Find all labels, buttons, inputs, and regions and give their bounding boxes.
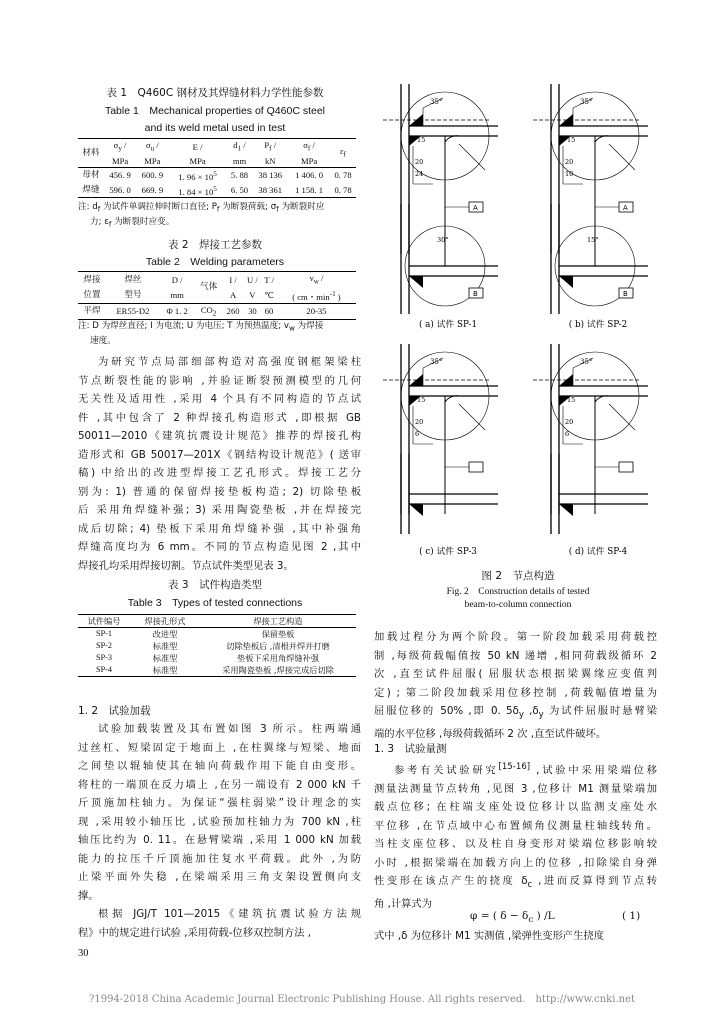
- text-line: 参考有关试验研究[15-16] ,试验中采用梁端位移: [394, 762, 657, 777]
- table1-caption-en-2: and its weld metal used in test: [144, 122, 286, 134]
- text-line: 轴压比约为 0. 11。在悬臂梁端 ,采用 1 000 kN 加载: [78, 834, 361, 846]
- table1-caption-en: Table 1 Mechanical properties of Q460C steel: [104, 105, 326, 117]
- figure-2b-detail-bottom: [551, 204, 648, 314]
- text-line: 加载过程分为两个阶段。第一阶段加载采用荷载控: [374, 631, 657, 643]
- table1-note: 注: $d_f$ 为试件单调拉伸时断口直径; $P_f$ 为断裂荷载; $\sigma_f$ 为断裂时应 力; $\varepsilon_f$ 为断裂时应变。: [78, 202, 325, 229]
- text-line: 屈服位移的 50% ,即 0. $5\delta_y$ $,\delta_y$ 为试件屈服时悬臂梁: [374, 705, 657, 721]
- text-line: 过丝杠、短梁固定于地面上 ,在柱翼缘与短梁、地面: [78, 741, 361, 754]
- text-line: 小时 ,根据梁端在加载方向上的位移 ,扣除梁自身弹: [374, 856, 657, 869]
- svg-text:20: 20: [565, 418, 574, 426]
- section-1-2-title: 1. 2 试验加载: [78, 705, 151, 717]
- svg-text:15: 15: [567, 136, 576, 144]
- figure-2a-detail-top: [383, 84, 498, 254]
- text-line: 平位移 ,在节点域中心布置倾角仪测量柱轴线转角。: [374, 819, 657, 832]
- table1-u-5: MPa: [300, 155, 318, 166]
- text-line: 为研究节点局部细部构造对高强度钢框架梁柱: [98, 356, 361, 368]
- svg-text:35°: 35°: [430, 358, 443, 366]
- table1-u-4: kN: [264, 155, 276, 166]
- paragraph-1: [78, 353, 361, 575]
- table1-u-0: MPa: [111, 155, 129, 166]
- table1-h-3: E /: [169, 139, 227, 155]
- svg-text:35°: 35°: [580, 358, 593, 366]
- footer: ?1994-2018 China Academic Journal Electronic Publishing House. All rights reserved. http://www.cnki.net: [88, 994, 635, 1005]
- table1-h-4: $d_1$ /: [227, 139, 253, 155]
- text-line: 造形式和 GB 50017—201X《钢结构设计规范》( 送审: [78, 448, 361, 461]
- equation-1: φ = ( $\delta - \delta_c$ ) /L: [470, 910, 555, 926]
- text-line: 件 ,其中包含了 2 种焊接孔构造形式 ,即根据 GB: [78, 411, 361, 424]
- text-line: 性变形在该点产生的挠度 $\delta_c$ ,进而反算得到节点转: [374, 875, 658, 891]
- page-number: 30: [78, 948, 89, 959]
- table1-h-7: $\varepsilon_f$: [330, 139, 356, 168]
- svg-text:20: 20: [415, 158, 424, 166]
- text-line: 50011—2010《建筑抗震设计规范》推荐的焊接孔构: [78, 430, 361, 442]
- table-row: 平焊 ER55-D2 Φ 1. 2 $CO_2$ 260 30 60 20-35: [78, 303, 356, 320]
- table1-h-5: $P_f$ /: [252, 139, 288, 155]
- table1-u-2: MPa: [189, 155, 206, 166]
- right-paragraph: [374, 628, 657, 743]
- text-line: 测量法测量节点转角 ,见图 3 ,位移计 M1 测量梁端加: [374, 782, 657, 795]
- figure-2: [373, 84, 663, 622]
- after-equation-text: 式中 ,δ 为位移计 M1 实测值 ,梁弹性变形产生挠度: [374, 930, 604, 942]
- svg-text:15: 15: [417, 136, 426, 144]
- table2-note: 注: D 为焊丝直径; I 为电流; U 为电压; T 为预热温度; $v_w$ 为焊接 速度。: [78, 321, 324, 346]
- text-line: 成后切除; 4) 垫板下采用角焊缝补强 ,其中补强角: [78, 522, 361, 535]
- table1-u-1: MPa: [144, 155, 161, 166]
- section-1-3-title: 1. 3 试验量测: [374, 743, 447, 755]
- text-line: 试验加载装置及其布置如图 3 所示。柱两端通: [98, 723, 361, 735]
- figure-2a-detail-bottom: [401, 204, 498, 314]
- svg-text:35°: 35°: [580, 98, 593, 106]
- section-1-2-body: [78, 720, 361, 905]
- figure-2d-detail-top: [533, 344, 648, 514]
- text-line: 根据 JGJ/T 101—2015《建筑抗震试验方法规: [98, 908, 361, 920]
- svg-text:B: B: [473, 290, 478, 298]
- figure2-caption-en: Fig. 2 Construction details of tested beam-to-column connection: [446, 587, 590, 610]
- text-line: 焊接孔均采用焊接切割。节点试件类型见表 3。: [78, 559, 294, 572]
- figure-2d-label: ( d) 试件 SP-4: [568, 547, 628, 557]
- svg-text:15: 15: [567, 396, 576, 404]
- figure-2b-label: ( b) 试件 SP-2: [568, 320, 628, 330]
- table2: 焊接 焊丝 D / 气体 I / U / T / $v_w$ / 位置 型号 mm A V ℃ ( cm・$\min^{-1}$ ) 平焊 ER55-D2 Φ 1. 2 $CO_2$ 260 30 60 20-35: [78, 271, 356, 320]
- svg-text:15°: 15°: [587, 236, 599, 244]
- table-row: 母材 456. 9 600. 9 1. $96 \times 10^5$ 5. 88 38 136 1 406. 0 0. 78: [78, 167, 356, 182]
- table1: [78, 138, 356, 198]
- text-line: 现 ,采用较小轴压比 ,试验预加柱轴力为 700 kN ,柱: [78, 815, 361, 828]
- figure-2b-detail-top: [533, 84, 648, 254]
- table2-caption-cn: 表 2 焊接工艺参数: [167, 239, 263, 251]
- table1-h-0: 材料: [78, 139, 104, 168]
- text-line: 撑。: [78, 889, 99, 902]
- table-row: SP-3 标准型 垫板下采用角焊缝补强: [96, 653, 319, 663]
- text-line: 制 ,每级荷载幅值按 50 kN 递增 ,相同荷载级循环 2: [374, 649, 657, 662]
- table-row: SP-2 标准型 切除垫板后 ,清根并焊并打磨: [96, 641, 330, 651]
- svg-text:A: A: [623, 204, 628, 212]
- text-line: 斤顶施加柱轴力。为保证“强柱弱梁”设计理念的实: [78, 797, 361, 809]
- text-line: 能力的拉压千斤顶施加往复水平荷载。此外 ,为防: [78, 852, 361, 865]
- table2-caption-en: Table 2 Welding parameters: [145, 256, 285, 268]
- table1-caption-cn: 表 1 Q460C 钢材及其焊缝材料力学性能参数: [106, 87, 324, 99]
- svg-text:30°: 30°: [437, 236, 449, 244]
- text-line: 节点断裂性能的影响 ,并验证断裂预测模型的几何: [78, 374, 361, 387]
- text-line: 次 ,直至试件屈服( 屈服状态根据梁翼缘应变值判: [374, 668, 657, 680]
- svg-text:10: 10: [565, 170, 574, 178]
- table3-caption-en: Table 3 Types of tested connections: [127, 597, 303, 609]
- text-line: 端的水平位移 ,每级荷载循环 2 次 ,直至试件破坏。: [374, 727, 607, 740]
- table3: 试件编号 焊接孔形式 焊接工艺构造 SP-1 改进型 保留垫板 SP-2 标准型 切除垫板后 ,清根并焊并打磨 SP-3 标准型 垫板下采用角焊缝补强 SP-4 标准型 采用陶瓷垫板 ,焊接完成后切除: [78, 614, 356, 677]
- table1-u-3: mm: [232, 155, 247, 166]
- table1-h-6: $\sigma_f$ /: [288, 139, 330, 155]
- text-line: 载点位移; 在柱端支座处设位移计以监测支座处水: [374, 801, 657, 814]
- text-line: 止梁平面外失稳 ,在梁端采用三角支架设置侧向支: [78, 871, 361, 883]
- figure-2c-detail-bottom: [401, 454, 498, 534]
- section-1-2-para2: [78, 905, 361, 942]
- table1-h-2: $\sigma_u$ /: [136, 139, 168, 155]
- svg-text:6: 6: [415, 430, 420, 438]
- text-line: 当柱支座位移、以及柱自身变形对梁端位移影响较: [374, 838, 657, 851]
- text-line: 程》中的规定进行试验 ,采用荷载-位移双控制方法 ,: [78, 926, 312, 939]
- svg-text:A: A: [473, 204, 478, 212]
- table-row: SP-1 改进型 保留垫板: [78, 628, 356, 641]
- text-line: 别为: 1) 普通的保留焊接垫板构造; 2) 切除垫板: [78, 485, 361, 498]
- text-line: 无关性及适用性 ,采用 4 个具有不同构造的节点试: [78, 393, 361, 405]
- equation-1-number: ( 1): [622, 910, 641, 922]
- svg-text:35°: 35°: [430, 98, 443, 106]
- figure-2c-detail-top: [383, 344, 498, 514]
- table1-h-1: $\sigma_y$ /: [104, 139, 136, 155]
- table-row: 焊缝 596. 0 669. 9 1. $84 \times 10^5$ 6. 50 38 361 1 158. 1 0. 78: [78, 183, 356, 198]
- figure-2a-label: ( a) 试件 SP-1: [418, 320, 478, 330]
- svg-text:15: 15: [417, 396, 426, 404]
- text-line: 稿) 中给出的改进型焊接工艺孔形式。焊接工艺分: [78, 467, 361, 479]
- section-1-3-body: [374, 758, 657, 913]
- svg-text:B: B: [623, 290, 628, 298]
- figure-2d-detail-bottom: [551, 454, 648, 534]
- svg-text:20: 20: [565, 158, 574, 166]
- text-line: 焊缝高度均为 6 mm。不同的节点构造见图 2 ,其中: [78, 541, 361, 553]
- figure2-caption-cn: 图 2 节点构造: [481, 570, 555, 582]
- table3-caption-cn: 表 3 试件构造类型: [167, 579, 263, 591]
- text-line: 定) ; 第二阶段加载采用位移控制 ,荷载幅值增量为: [374, 686, 657, 699]
- figure-2c-label: ( c) 试件 SP-3: [419, 547, 477, 557]
- text-line: 之间垫以辊轴使其在轴向荷载作用下能自由变形。: [78, 760, 361, 772]
- text-line: 将柱的一端顶在反力墙上 ,在另一端设有 2 000 kN 千: [78, 778, 361, 791]
- svg-text:24: 24: [415, 170, 424, 178]
- text-line: 角 ,计算式为: [374, 897, 433, 910]
- svg-text:6: 6: [565, 430, 570, 438]
- text-line: 后 采用角焊缝补强; 3) 采用陶瓷垫板 ,并在焊接完: [78, 504, 361, 516]
- table-row: SP-4 标准型 采用陶瓷垫板 ,焊接完成后切除: [78, 664, 356, 677]
- svg-text:20: 20: [415, 418, 424, 426]
